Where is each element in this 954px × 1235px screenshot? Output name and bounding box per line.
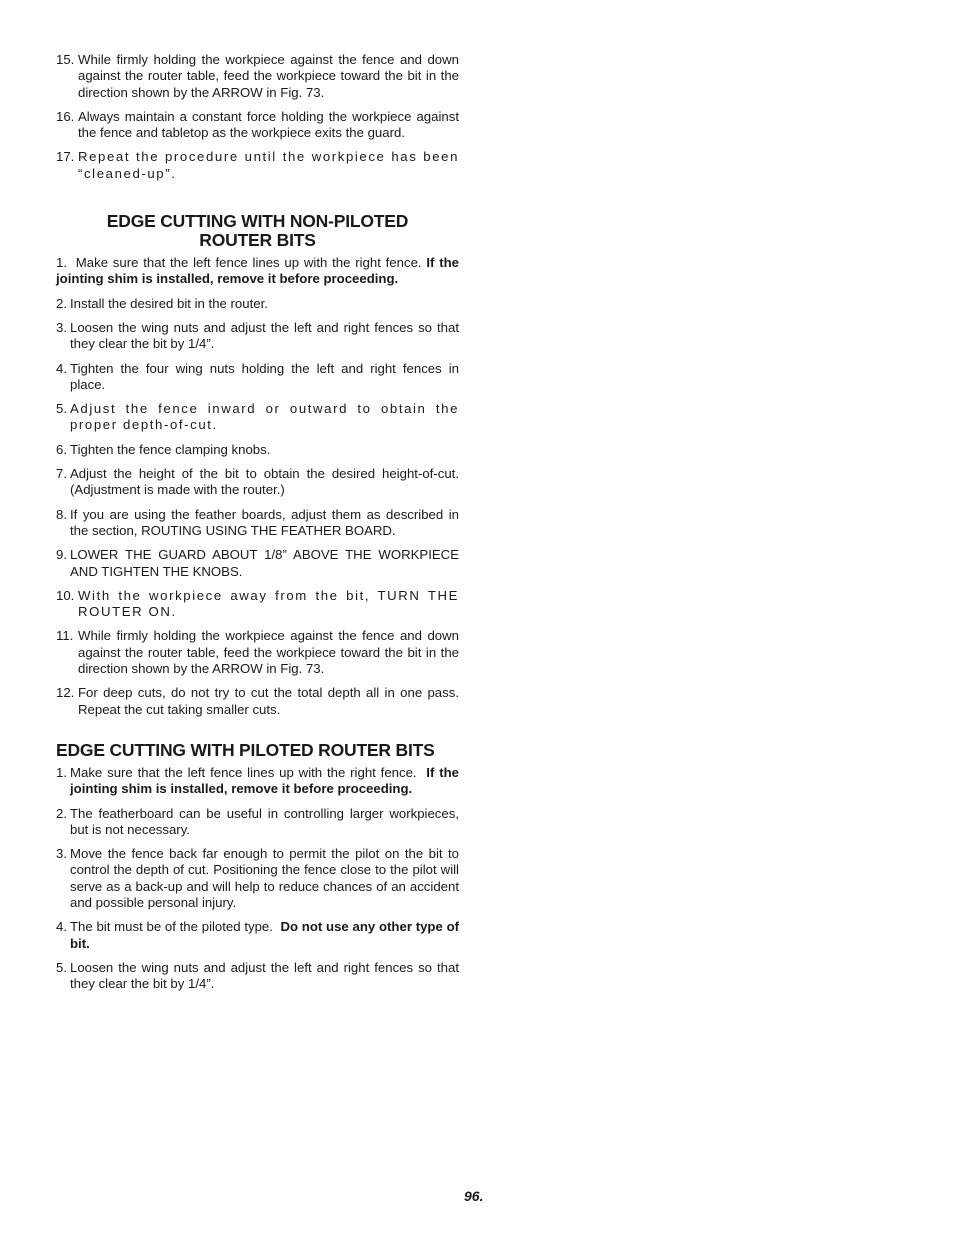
list-item [56,628,459,677]
step-text: Adjust the fence inward or outward to obtain the proper depth-of-cut. [70,401,459,433]
step-text: Loosen the wing nuts and adjust the left and right fences so that they clear the bit by 1/4”. [70,959,459,992]
step-number: 9. [56,547,67,563]
step-number: 12. [56,685,75,701]
list-item [56,442,459,458]
list-item [56,588,459,621]
step-text: Move the fence back far enough to permit the pilot on the bit to control the depth of cut. Positioning the fence close to the pilot will serve as a back-up and will help to reduce chances of an accident and possible personal injury. [70,846,459,910]
list-item [56,149,459,182]
continued-steps-list [56,52,459,182]
step-text: The bit must be of the piloted type. [70,919,273,935]
list-item [56,109,459,142]
step-text: Tighten the four wing nuts holding the left and right fences in place. [70,360,459,392]
piloted-steps-list [56,765,459,993]
step-text: Tighten the fence clamping knobs. [70,441,271,457]
step-number: 2. [56,805,67,821]
step-number: 1. [56,764,67,780]
list-item [56,52,459,101]
list-item [56,320,459,353]
list-item [56,547,459,580]
step-number: 17. [56,149,75,165]
step-warning: If the jointing shim is installed, remove it before proceeding. [56,255,459,287]
list-item [56,846,459,911]
step-text: Always maintain a constant force holding the workpiece against the fence and tabletop as the workpiece exits the guard. [78,108,459,141]
list-item [56,466,459,499]
step-number: 5. [56,401,67,417]
step-text: Make sure that the left fence lines up with the right fence. [75,255,422,271]
step-text: While firmly holding the workpiece against the fence and down against the router table, feed the workpiece toward the bit in the direction shown by the ARROW in Fig. 73. [78,52,459,100]
step-number: 3. [56,319,67,335]
step-number: 3. [56,846,67,862]
heading-line: ROUTER BITS [199,230,316,251]
list-item [56,806,459,839]
list-item [56,296,459,312]
step-text: Loosen the wing nuts and adjust the left and right fences so that they clear the bit by 1/4”. [70,319,459,352]
step-text: For deep cuts, do not try to cut the total depth all in one pass. Repeat the cut taking smaller cuts. [78,685,459,717]
heading-line: EDGE CUTTING WITH NON-PILOTED [106,211,409,232]
step-text: With the workpiece away from the bit, TURN THE ROUTER ON. [78,587,459,620]
document-column [56,52,459,1000]
list-item [56,685,459,718]
list-item [56,255,459,288]
step-text: The featherboard can be useful in controlling larger workpieces, but is not necessary. [70,805,459,837]
step-text: While firmly holding the workpiece against the fence and down against the router table, feed the workpiece toward the bit in the direction shown by the ARROW in Fig. 73. [78,628,459,677]
list-item [56,361,459,394]
step-number: 7. [56,466,67,482]
step-number: 11. [56,628,74,644]
step-number: 10. [56,587,75,603]
step-number: 8. [56,506,67,522]
step-text: If you are using the feather boards, adjust them as described in the section, ROUTING USING THE FEATHER BOARD. [70,506,459,538]
section-heading-piloted: EDGE CUTTING WITH PILOTED ROUTER BITS [56,739,435,760]
step-text: Adjust the height of the bit to obtain the desired height-of-cut. (Adjustment is made with the router.) [70,466,459,498]
step-text: Install the desired bit in the router. [70,295,268,311]
non-piloted-steps-list [56,255,459,718]
step-number: 2. [56,295,67,311]
page-number: 96. [464,1188,484,1204]
step-text: LOWER THE GUARD ABOUT 1/8” ABOVE THE WORKPIECE AND TIGHTEN THE KNOBS. [70,547,459,579]
step-number: 6. [56,441,67,457]
step-number: 1. [56,255,67,271]
list-item [56,507,459,540]
step-number: 4. [56,919,67,935]
step-number: 4. [56,360,67,376]
section-heading-non-piloted [56,212,459,250]
list-item [56,765,459,798]
step-text: Make sure that the left fence lines up with the right fence. [70,764,417,780]
step-warning: Do not use any other type of bit. [70,919,460,951]
step-warning: If the jointing shim is installed, remove it before proceeding. [70,764,459,797]
list-item [56,960,459,993]
step-number: 16. [56,108,75,124]
list-item [56,401,459,434]
step-text: Repeat the procedure until the workpiece has been “cleaned-up”. [78,149,459,181]
list-item [56,919,459,952]
step-number: 15. [56,52,75,67]
step-number: 5. [56,959,67,975]
